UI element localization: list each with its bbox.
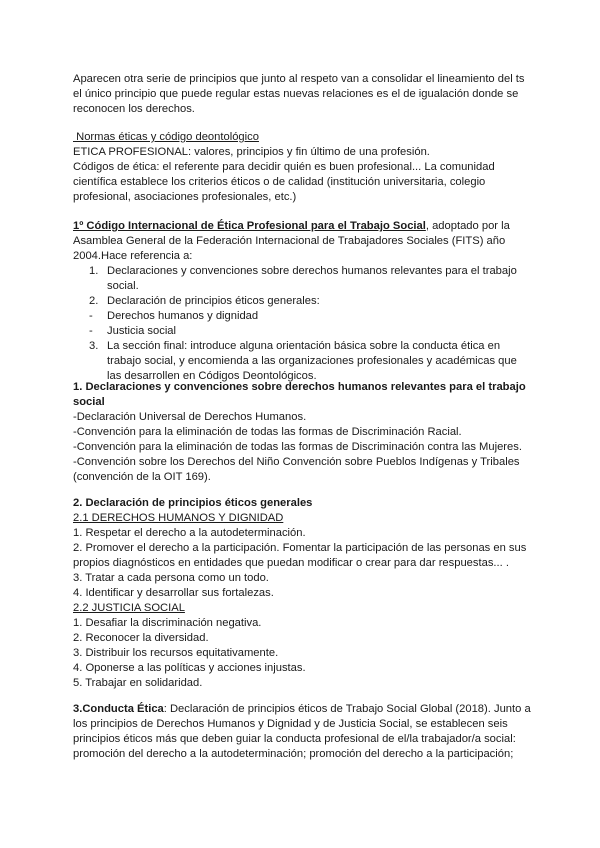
codigo-list-item xyxy=(73,339,543,354)
normas-line: Códigos de ética: el referente para decidir quién es buen profesional... La comunidad xyxy=(73,161,495,173)
list-text: Justicia social xyxy=(107,325,177,337)
codigo-list-item xyxy=(73,309,543,324)
normas-section xyxy=(73,130,543,205)
principios-line: 1. Desafiar la discriminación negativa. xyxy=(73,617,262,629)
declaraciones-line: -Declaración Universal de Derechos Humanos. xyxy=(73,411,307,423)
codigo-title: 1º Código Internacional de Ética Profesional para el Trabajo Social xyxy=(73,220,426,232)
principios-line: 4. Oponerse a las políticas y acciones injustas. xyxy=(73,662,306,674)
conducta-line: los principios de Derechos Humanos y Dignidad y de Justicia Social, se establecen seis xyxy=(73,718,508,730)
principios-line: 4. Identificar y desarrollar sus fortalezas. xyxy=(73,587,274,599)
principios-line: 1. Respetar el derecho a la autodeterminación. xyxy=(73,527,306,539)
list-text: social. xyxy=(107,280,139,292)
principios-heading: 2. Declaración de principios éticos generales xyxy=(73,497,313,509)
normas-line: científica establece los criterios éticos o de calidad (institución universitaria, colegio xyxy=(73,176,486,188)
principios-subheading: 2.2 JUSTICIA SOCIAL xyxy=(73,602,185,614)
codigo-list-item xyxy=(73,264,543,279)
intro-line: Aparecen otra serie de principios que junto al respeto van a consolidar el lineamiento del ts xyxy=(73,73,525,85)
principios-line: propios diagnósticos en entidades que puedan modificar o crear para dar respuestas... . xyxy=(73,557,509,569)
declaraciones-line: -Convención para la eliminación de todas las formas de Discriminación Racial. xyxy=(73,426,462,438)
conducta-title-rest: : Declaración de principios éticos de Trabajo Social Global (2018). Junto a xyxy=(163,703,531,715)
codigo-title-rest: , adoptado por la xyxy=(425,220,510,232)
principios-line: 2. Promover el derecho a la participación. Fomentar la participación de las personas en sus xyxy=(73,542,527,554)
codigo-list-item xyxy=(73,279,543,294)
declaraciones-line: (convención de la OIT 169). xyxy=(73,471,211,483)
list-text: Declaración de principios éticos generales: xyxy=(107,295,320,307)
list-marker: - xyxy=(89,310,93,322)
list-marker: 3. xyxy=(89,340,99,352)
normas-line: profesional, asociaciones profesionales, etc.) xyxy=(73,191,297,203)
declaraciones-heading-cont: social xyxy=(73,396,105,408)
codigo-list-item xyxy=(73,324,543,339)
codigo-section xyxy=(73,219,543,384)
codigo-title-line xyxy=(73,219,543,234)
conducta-title-line xyxy=(73,702,543,717)
list-text: las desarrollen en Códigos Deontológicos. xyxy=(107,370,317,382)
principios-section xyxy=(73,496,543,691)
declaraciones-line: -Convención para la eliminación de todas las formas de Discriminación contra las Mujeres. xyxy=(73,441,522,453)
principios-line: 3. Tratar a cada persona como un todo. xyxy=(73,572,269,584)
conducta-line: principios éticos más que deben guiar la conducta profesional de el/la trabajador/a social: xyxy=(73,733,516,745)
codigo-list-item xyxy=(73,354,543,369)
intro-paragraph xyxy=(73,72,543,117)
declaraciones-line: -Convención sobre los Derechos del Niño Convención sobre Pueblos Indígenas y Tribales xyxy=(73,456,520,468)
codigo-line: 2004.Hace referencia a: xyxy=(73,250,193,262)
principios-line: 2. Reconocer la diversidad. xyxy=(73,632,209,644)
list-text: Derechos humanos y dignidad xyxy=(107,310,259,322)
codigo-line: Asamblea General de la Federación Internacional de Trabajadores Sociales (FITS) año xyxy=(73,235,506,247)
declaraciones-section xyxy=(73,380,543,485)
list-marker: - xyxy=(89,325,93,337)
normas-line: ETICA PROFESIONAL: valores, principios y fin último de una profesión. xyxy=(73,146,430,158)
conducta-title: 3.Conducta Ética xyxy=(73,703,164,715)
codigo-list-item xyxy=(73,294,543,309)
declaraciones-heading: 1. Declaraciones y convenciones sobre derechos humanos relevantes para el trabajo xyxy=(73,381,526,393)
conducta-section xyxy=(73,702,543,762)
intro-line: el único principio que puede regular estas nuevas relaciones es el de igualación donde se xyxy=(73,88,519,100)
list-text: La sección final: introduce alguna orientación básica sobre la conducta ética en xyxy=(107,340,501,352)
list-marker: 1. xyxy=(89,265,99,277)
list-marker: 2. xyxy=(89,295,99,307)
principios-subheading: 2.1 DERECHOS HUMANOS Y DIGNIDAD xyxy=(73,512,284,524)
principios-line: 5. Trabajar en solidaridad. xyxy=(73,677,203,689)
intro-line: reconocen los derechos. xyxy=(73,103,195,115)
principios-line: 3. Distribuir los recursos equitativamente. xyxy=(73,647,279,659)
normas-heading: Normas éticas y código deontológico xyxy=(73,131,259,143)
conducta-line: promoción del derecho a la autodeterminación; promoción del derecho a la participación; xyxy=(73,748,514,760)
list-text: trabajo social, y encomienda a las organizaciones profesionales y académicas que xyxy=(107,355,517,367)
list-text: Declaraciones y convenciones sobre derechos humanos relevantes para el trabajo xyxy=(107,265,517,277)
